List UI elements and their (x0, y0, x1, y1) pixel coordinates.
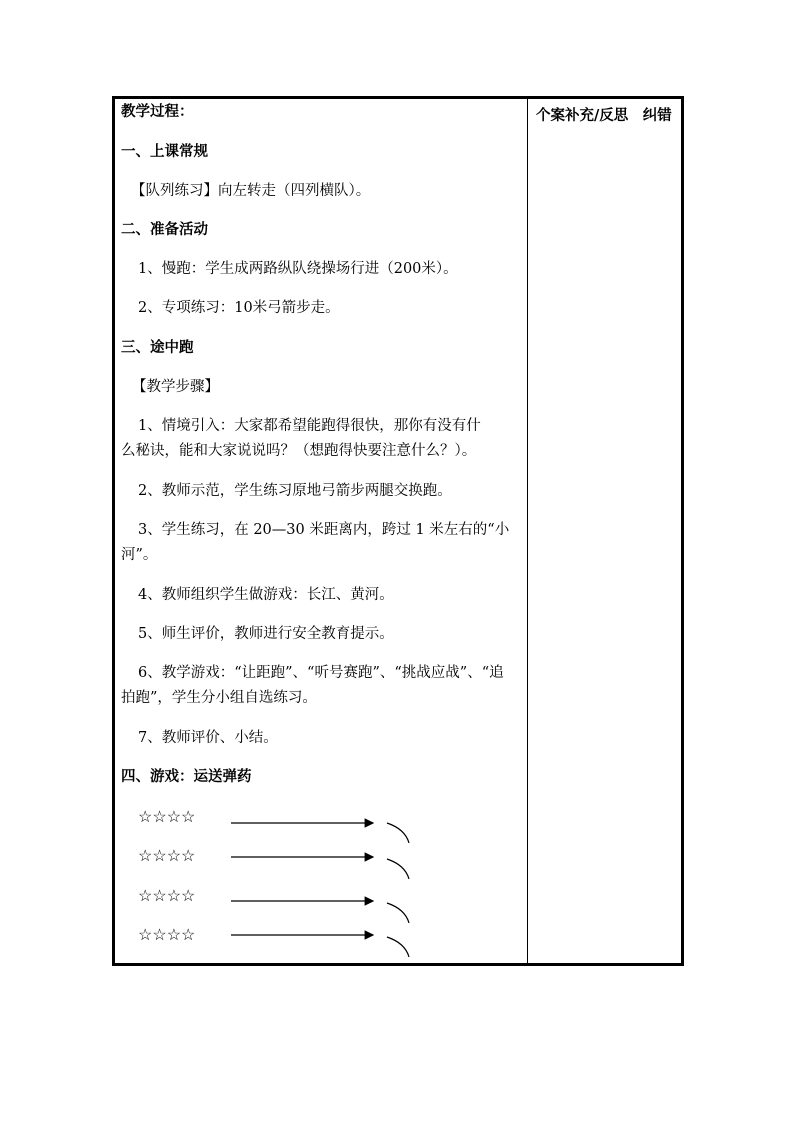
curve-4 (387, 937, 409, 957)
arrow-row-4 (231, 935, 409, 957)
section-1-title: 一、上课常规 (121, 143, 208, 160)
arrow-row-3 (231, 901, 409, 923)
curve-1 (387, 823, 409, 843)
arrow-row-2 (231, 857, 409, 879)
star-row-4: ☆☆☆☆ (138, 925, 196, 944)
curve-3 (387, 903, 409, 923)
teaching-process-title: 教学过程： (121, 103, 194, 120)
lesson-table (112, 96, 684, 966)
section-3-item-5: 5、师生评价，教师进行安全教育提示。 (138, 626, 394, 642)
section-3-item-3b: 河”。 (121, 547, 158, 563)
arrow-row-1 (231, 823, 409, 843)
reflection-cell (528, 99, 681, 963)
section-3-item-6b: 拍跑”，学生分小组自选练习。 (121, 690, 317, 706)
section-3-item-1a: 1、情境引入：大家都希望能跑得很快，那你有没有什 (138, 418, 481, 434)
section-3-item-6a: 6、教学游戏：“让距跑”、“听号赛跑”、“挑战应战”、“追 (138, 665, 504, 681)
section-3-steps-heading: 【教学步骤】 (132, 379, 219, 395)
section-1-line-1: 【队列练习】向左转走（四列横队）。 (131, 183, 371, 199)
star-row-1: ☆☆☆☆ (138, 807, 196, 826)
curve-2 (387, 859, 409, 879)
section-2-line-1: 1、慢跑：学生成两路纵队绕操场行进（200米）。 (138, 261, 458, 277)
section-3-item-2: 2、教师示范，学生练习原地弓箭步两腿交换跑。 (138, 483, 452, 499)
star-row-3: ☆☆☆☆ (138, 886, 196, 905)
section-2-title: 二、准备活动 (121, 221, 208, 238)
section-2-line-2: 2、专项练习：10米弓箭步走。 (138, 300, 340, 316)
section-3-item-3a: 3、学生练习，在 20—30 米距离内，跨过 1 米左右的“小 (138, 522, 510, 538)
section-3-title: 三、途中跑 (121, 339, 194, 356)
section-3-item-1b: 么秘诀，能和大家说说吗？（想跑得快要注意什么？）。 (121, 443, 477, 459)
reflection-title: 个案补充/反思 纠错 (536, 107, 672, 124)
section-4-title: 四、游戏：运送弹药 (121, 768, 252, 785)
star-row-2: ☆☆☆☆ (138, 846, 196, 865)
section-3-item-4: 4、教师组织学生做游戏：长江、黄河。 (138, 587, 394, 603)
teaching-process-cell (115, 99, 527, 963)
relay-diagram (115, 799, 527, 963)
section-3-item-7: 7、教师评价、小结。 (138, 730, 278, 746)
